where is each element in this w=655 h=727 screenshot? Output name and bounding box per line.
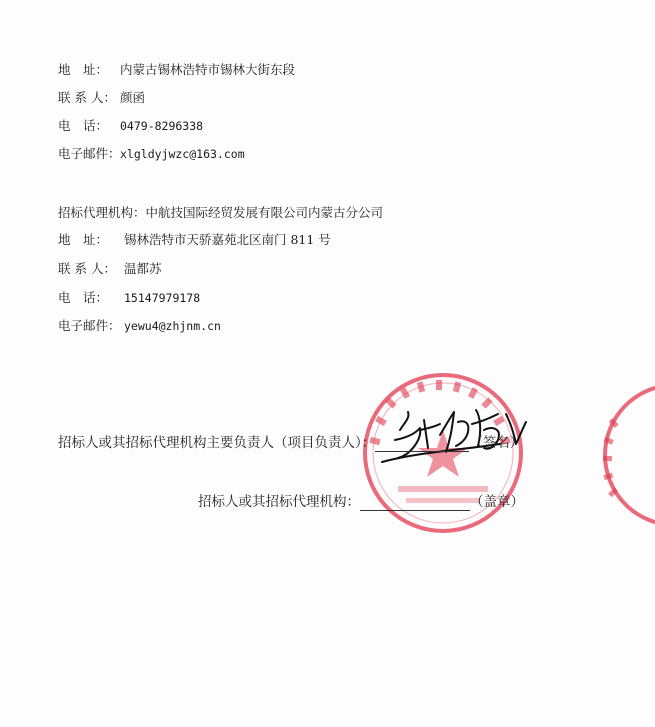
tenderer-address-row [58,62,295,78]
tenderer-phone-row [58,118,203,134]
agency-contact-row [58,261,162,277]
agency-address: 锡林浩特市天骄嘉苑北区南门 811 号 [124,232,331,247]
tenderer-contact-row [58,90,145,106]
head-signature-suffix: （签名） [469,435,524,451]
agency-address-label: 地 址： [58,232,109,247]
head-signature-row [58,434,523,452]
org-seal-row [198,493,524,511]
agency-address-row [58,232,331,248]
tenderer-email-row [58,146,245,162]
agency-phone: 15147979178 [124,291,201,305]
tenderer-email: xlgldyjwzc@163.com [120,147,245,161]
tenderer-phone-label: 电 话： [58,118,109,133]
agency-phone-row [58,290,200,306]
agency-contact: 温都苏 [124,261,162,276]
agency-email: yewu4@zhjnm.cn [124,319,221,333]
head-signature-field [375,451,469,452]
agency-contact-label: 联 系 人： [58,261,116,276]
tenderer-email-label: 电子邮件： [58,146,121,161]
second-seal-icon [597,385,655,525]
org-seal-label: 招标人或其招标代理机构： [198,494,360,510]
tenderer-contact-label: 联 系 人： [58,90,116,105]
agency-name: 中航技国际经贸发展有限公司内蒙古分公司 [145,205,384,220]
tenderer-phone: 0479-8296338 [120,119,204,133]
tenderer-address: 内蒙古锡林浩特市锡林大街东段 [120,62,296,77]
agency-email-row [58,318,221,334]
org-seal-field [360,510,470,511]
agency-phone-label: 电 话： [58,290,109,305]
agency-name-label: 招标代理机构： [58,205,146,220]
org-seal-suffix: （盖章） [470,494,524,510]
agency-email-label: 电子邮件： [58,318,121,333]
agency-name-row [58,205,383,221]
head-signature-label: 招标人或其招标代理机构主要负责人（项目负责人）： [58,435,376,451]
tenderer-address-label: 地 址： [58,62,109,77]
tenderer-contact: 颜函 [120,90,146,105]
